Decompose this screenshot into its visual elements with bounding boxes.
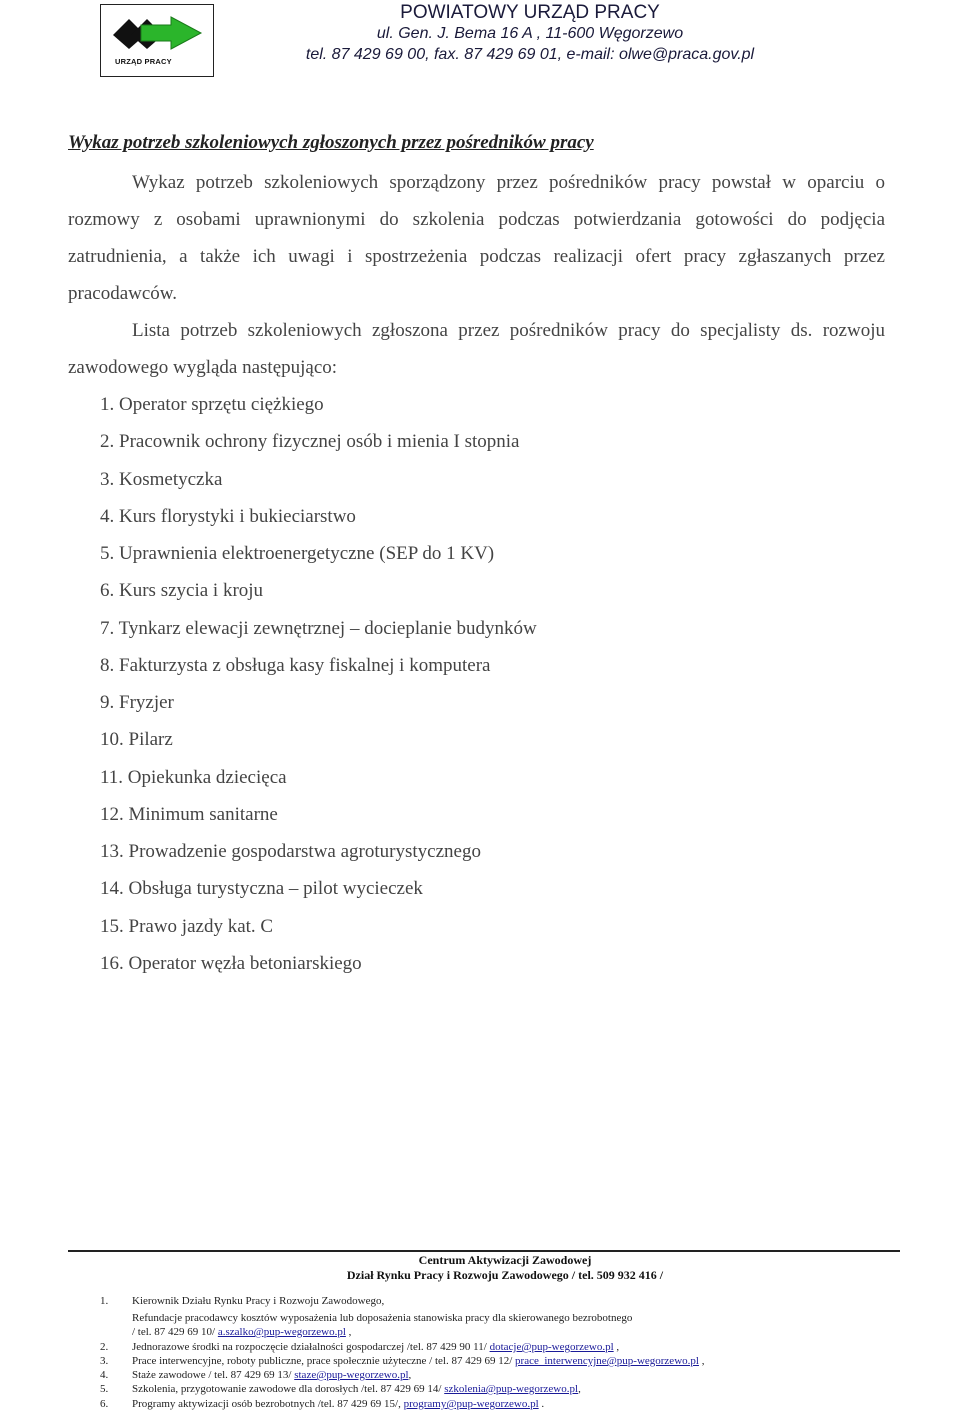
training-needs-list <box>100 386 537 982</box>
footer-line-suffix: , <box>698 1355 705 1367</box>
list-item: 11. Opiekunka dziecięca <box>100 766 287 788</box>
footer-line-text: Refundacje pracodawcy kosztów wyposażenia lub doposażenia stanowiska pracy dla skierowanego bezrobotnego <box>132 1312 633 1324</box>
list-item: 13. Prowadzenie gospodarstwa agroturystycznego <box>100 841 481 862</box>
footer-line-number: 4. <box>100 1369 109 1381</box>
footer-line-suffix: , <box>408 1369 412 1381</box>
list-item: 16. Operator węzła betoniarskiego <box>100 952 362 974</box>
document-title: Wykaz potrzeb szkoleniowych zgłoszonych przez pośredników pracy <box>68 132 594 153</box>
footer-email-link[interactable]: szkolenia@pup-wegorzewo.pl <box>444 1383 579 1395</box>
footer-line-number: 6. <box>100 1398 109 1410</box>
footer-line-text: Prace interwencyjne, roboty publiczne, prace społecznie użyteczne / tel. 87 429 69 12/ <box>132 1355 516 1367</box>
footer-line-text: Kierownik Działu Rynku Pracy i Rozwoju Zawodowego, <box>132 1295 385 1307</box>
footer-line-number: 5. <box>100 1383 109 1395</box>
footer-line-suffix: . <box>538 1398 545 1410</box>
list-item: 1. Operator sprzętu ciężkiego <box>100 394 324 415</box>
list-item: 5. Uprawnienia elektroenergetyczne (SEP do 1 KV) <box>100 543 495 564</box>
list-intro-paragraph-text: Lista potrzeb szkoleniowych zgłoszona przez pośredników pracy do specjalisty ds. rozwoju zawodowego wygląda następująco: <box>68 320 885 378</box>
footer-line-text: / tel. 87 429 69 10/ <box>132 1326 218 1338</box>
list-item: 14. Obsługa turystyczna – pilot wycieczek <box>100 878 423 900</box>
footer-divider <box>68 1250 900 1252</box>
logo-text: URZĄD PRACY <box>115 57 172 66</box>
footer-line-suffix: , <box>613 1341 620 1353</box>
list-item: 12. Minimum sanitarne <box>100 803 278 825</box>
list-item: 8. Fakturzysta z obsługa kasy fiskalnej i komputera <box>100 654 491 676</box>
footer-line-text: Jednorazowe środki na rozpoczęcie działalności gospodarczej /tel. 87 429 90 11/ <box>132 1341 490 1353</box>
intro-paragraph <box>68 164 885 312</box>
list-item: 15. Prawo jazdy kat. C <box>100 915 274 937</box>
footer-line-text: Staże zawodowe / tel. 87 429 69 13/ <box>132 1369 295 1381</box>
footer-email-link[interactable]: prace_interwencyjne@pup-wegorzewo.pl <box>515 1355 699 1367</box>
footer-line-suffix: , <box>578 1383 581 1395</box>
list-item: 3. Kosmetyczka <box>100 468 223 490</box>
intro-paragraph-text: Wykaz potrzeb szkoleniowych sporządzony przez pośredników pracy powstał w oparciu o rozmowy z osobami uprawnionymi do szkolenia podczas potwierdzania gotowości do podjęcia zatrudnienia, a także ich uwagi i spostrzeżenia podczas realizacji ofert pracy zgłaszanych przez pracodawców. <box>68 172 885 304</box>
list-intro-paragraph <box>68 312 885 386</box>
list-item: 2. Pracownik ochrony fizycznej osób i mienia I stopnia <box>100 431 520 453</box>
footer-line-number: 1. <box>100 1295 109 1307</box>
footer-line-text: Szkolenia, przygotowanie zawodowe dla dorosłych /tel. 87 429 69 14/ <box>132 1383 445 1395</box>
footer-line-number: 2. <box>100 1341 109 1353</box>
list-item: 9. Fryzjer <box>100 692 174 713</box>
footer-line-number: 3. <box>100 1355 109 1367</box>
footer-line-suffix: , <box>345 1326 352 1338</box>
office-logo <box>100 4 214 77</box>
footer-email-link[interactable]: programy@pup-wegorzewo.pl <box>403 1398 539 1410</box>
footer-email-link[interactable]: staze@pup-wegorzewo.pl <box>294 1369 409 1381</box>
list-item: 6. Kurs szycia i kroju <box>100 580 264 602</box>
office-address: ul. Gen. J. Bema 16 A , 11-600 Węgorzewo <box>376 25 684 42</box>
list-item: 4. Kurs florystyki i bukieciarstwo <box>100 505 356 527</box>
footer-department: Dział Rynku Pracy i Rozwoju Zawodowego / tel. 509 932 416 / <box>346 1268 664 1282</box>
list-item: 7. Tynkarz elewacji zewnętrznej – docieplanie budynków <box>100 617 537 639</box>
footer-line-text: Programy aktywizacji osób bezrobotnych /tel. 87 429 69 15/, <box>132 1398 404 1410</box>
office-name: POWIATOWY URZĄD PRACY <box>400 2 660 23</box>
office-contact: tel. 87 429 69 00, fax. 87 429 69 01, e-mail: olwe@praca.gov.pl <box>305 46 755 63</box>
footer-center-name: Centrum Aktywizacji Zawodowej <box>418 1253 592 1267</box>
footer-email-link[interactable]: a.szalko@pup-wegorzewo.pl <box>217 1326 346 1338</box>
list-item: 10. Pilarz <box>100 729 173 751</box>
footer-email-link[interactable]: dotacje@pup-wegorzewo.pl <box>489 1341 614 1353</box>
